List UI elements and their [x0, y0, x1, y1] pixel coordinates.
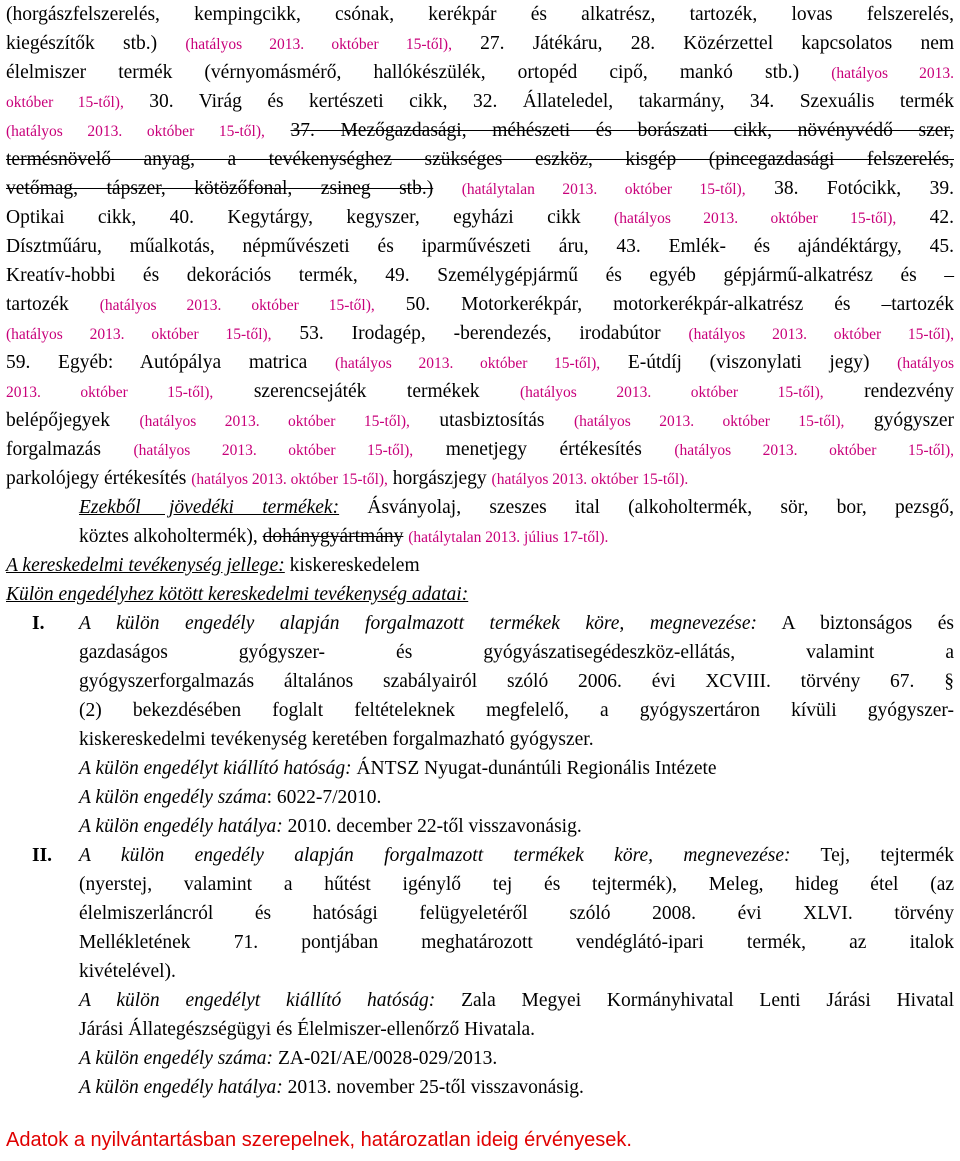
text-line-8: Optikai cikk, 40. Kegytárgy, kegyszer, egyházi cikk (hatályos 2013. október 15-től), 42.: [6, 207, 954, 228]
effective-note: (hatályos 2013. október 15-től),: [99, 297, 375, 314]
effective-note: (hatályos 2013. október 15-től),: [334, 355, 601, 372]
text-line-17: parkolójegy értékesítés (hatályos 2013. október 15-től), horgászjegy (hatályos 2013. október 15-től).: [6, 468, 689, 489]
s2-issuer-line-2: Járási Állategészségügyi és Élelmiszer-ellenőrző Hivatala.: [79, 1019, 536, 1040]
excise-line-1: Ezekből jövedéki termékek: Ásványolaj, szeszes ital (alkoholtermék, sör, bor, pezsgő,: [79, 497, 955, 518]
s1-issuer: A külön engedélyt kiállító hatóság: ÁNTSZ Nyugat-dunántúli Regionális Intézete: [79, 758, 717, 779]
s1-scope-line-5: kiskereskedelmi tevékenység keretében forgalmazható gyógyszer.: [79, 729, 594, 750]
excise-label: Ezekből jövedéki termékek:: [79, 497, 340, 518]
s1-permit-number: A külön engedély száma: 6022-7/2010.: [79, 787, 382, 808]
effective-note: (hatályos 2013. október 15-től),: [674, 442, 955, 459]
s1-scope-line-3: gyógyszerforgalmazás általános szabályairól szóló 2006. évi XCVIII. törvény 67. §: [79, 671, 954, 692]
text-line-4: október 15-től), 30. Virág és kertészeti cikk, 32. Állateledel, takarmány, 34. Szexuális termék: [6, 91, 954, 112]
s2-issuer-line-1: A külön engedélyt kiállító hatóság: Zala Megyei Kormányhivatal Lenti Járási Hivatal: [79, 990, 954, 1011]
s2-scope-line-1: A külön engedély alapján forgalmazott termékek köre, megnevezése: Tej, tejtermék: [79, 845, 954, 866]
repealed-text: termésnövelő anyag, a tevékenységhez szükséges eszköz, kisgép (pincegazdasági felszerelés,: [6, 149, 954, 170]
registry-footer-note: Adatok a nyilvántartásban szerepelnek, határozatlan ideig érvényesek.: [6, 1129, 632, 1151]
activity-nature-label: A kereskedelmi tevékenység jellege:: [6, 555, 285, 576]
repealed-text: vetőmag, tápszer, kötözőfonal, zsineg stb.): [6, 178, 434, 199]
s2-scope-line-4: Mellékletének 71. pontjában meghatározott vendéglátó-ipari termék, az italok: [79, 932, 954, 953]
text-line-16: forgalmazás (hatályos 2013. október 15-től), menetjegy értékesítés (hatályos 2013. október 15-től),: [6, 439, 955, 460]
s1-scope-line-4: (2) bekezdésében foglalt feltételeknek megfelelő, a gyógyszertáron kívüli gyógyszer-: [79, 700, 954, 721]
text-line-3: élelmiszer termék (vérnyomásmérő, hallókészülék, ortopéd cipő, mankó stb.) (hatályos 2013.: [6, 62, 955, 83]
s1-scope-line-1: A külön engedély alapján forgalmazott termékek köre, megnevezése: A biztonságos és: [79, 613, 954, 634]
text-line-11: tartozék (hatályos 2013. október 15-től), 50. Motorkerékpár, motorkerékpár-alkatrész és –tartozék: [6, 294, 955, 315]
text-line-6: [6, 145, 954, 174]
effective-note: (hatályos 2013. október 15-től).: [491, 471, 689, 488]
repealed-text: 37. Mezőgazdasági, méhészeti és borászati cikk, növényvédő szer,: [290, 120, 954, 141]
text-line-5: [6, 116, 954, 145]
section-numeral-1: I.: [32, 613, 45, 634]
separate-permit-heading: Külön engedélyhez kötött kereskedelmi tevékenység adatai:: [6, 584, 469, 605]
s2-permit-number: A külön engedély száma: ZA-02I/AE/0028-029/2013.: [79, 1048, 498, 1069]
effective-note: (hatályos 2013. október 15-től),: [133, 442, 414, 459]
s2-scope-line-5: kivételével).: [79, 961, 176, 982]
effective-note: (hatályos 2013. október 15-től),: [573, 413, 845, 430]
text-line-2: kiegészítők stb.) (hatályos 2013. október 15-től), 27. Játékáru, 28. Közérzettel kapcsolatos nem: [6, 33, 955, 54]
s1-scope-line-2: gazdaságos gyógyszer- és gyógyászatisegédeszköz-ellátás, valamint a: [79, 642, 954, 663]
text-line-10: Kreatív-hobbi és dekorációs termék, 49. Személygépjármű és egyéb gépjármű-alkatrész és –: [6, 265, 954, 286]
s2-scope-line-2: (nyerstej, valamint a hűtést igénylő tej és tejtermék), Meleg, hideg étel (az: [79, 874, 954, 895]
text-line-14: 2013. október 15-től), szerencsejáték termékek (hatályos 2013. október 15-től), rendezvény: [6, 381, 955, 402]
text-line-15: belépőjegyek (hatályos 2013. október 15-től), utasbiztosítás (hatályos 2013. október 15-től), gyógyszer: [6, 410, 955, 431]
effective-note: (hatályos 2013. október 15-től),: [614, 210, 897, 227]
effective-note: (hatályos 2013. október 15-től),: [185, 36, 452, 53]
s2-validity: A külön engedély hatálya: 2013. november 25-től visszavonásig.: [79, 1077, 584, 1098]
excise-line-2: köztes alkoholtermék), dohánygyártmány (hatálytalan 2013. július 17-től).: [79, 526, 609, 547]
effective-note: (hatályos 2013. október 15-től),: [520, 384, 824, 401]
repealed-text: dohánygyártmány: [262, 526, 404, 547]
effective-note: (hatályos 2013. október 15-től),: [191, 471, 388, 488]
repeal-note: (hatálytalan 2013. július 17-től).: [408, 529, 609, 546]
effective-note: 2013. október 15-től),: [6, 384, 214, 401]
activity-nature-value: kiskereskedelem: [289, 555, 420, 576]
text-line-9: Dísztműáru, műalkotás, népművészeti és iparművészeti áru, 43. Emlék- és ajándéktárgy, 45.: [6, 236, 954, 257]
s2-scope-line-3: élelmiszerláncról és hatósági felügyeletéről szóló 2008. évi XLVI. törvény: [79, 903, 954, 924]
effective-note: (hatályos: [897, 355, 954, 372]
text-line-12: (hatályos 2013. október 15-től), 53. Irodagép, -berendezés, irodabútor (hatályos 2013. október 15-től),: [6, 323, 954, 344]
s1-validity: A külön engedély hatálya: 2010. december 22-től visszavonásig.: [79, 816, 582, 837]
effective-note: (hatályos 2013. október 15-től),: [6, 326, 272, 343]
section-numeral-2: II.: [32, 845, 53, 866]
repeal-note: (hatálytalan 2013. október 15-től),: [461, 181, 746, 198]
activity-nature: [6, 551, 954, 580]
text-line-13: 59. Egyéb: Autópálya matrica (hatályos 2013. október 15-től), E-útdíj (viszonylati jegy) (hatályos: [6, 352, 954, 373]
effective-note: október 15-től),: [6, 94, 124, 111]
text-line-7: vetőmag, tápszer, kötözőfonal, zsineg stb.) (hatálytalan 2013. október 15-től), 38. Fotócikk, 39.: [6, 178, 954, 199]
effective-note: (hatályos 2013. október 15-től),: [6, 123, 265, 140]
effective-note: (hatályos 2013. október 15-től),: [139, 413, 410, 430]
effective-note: (hatályos 2013. október 15-től),: [688, 326, 954, 343]
text-line-1: (horgászfelszerelés, kempingcikk, csónak, kerékpár és alkatrész, tartozék, lovas felszerelés,: [6, 4, 954, 25]
effective-note: (hatályos 2013.: [831, 65, 955, 82]
